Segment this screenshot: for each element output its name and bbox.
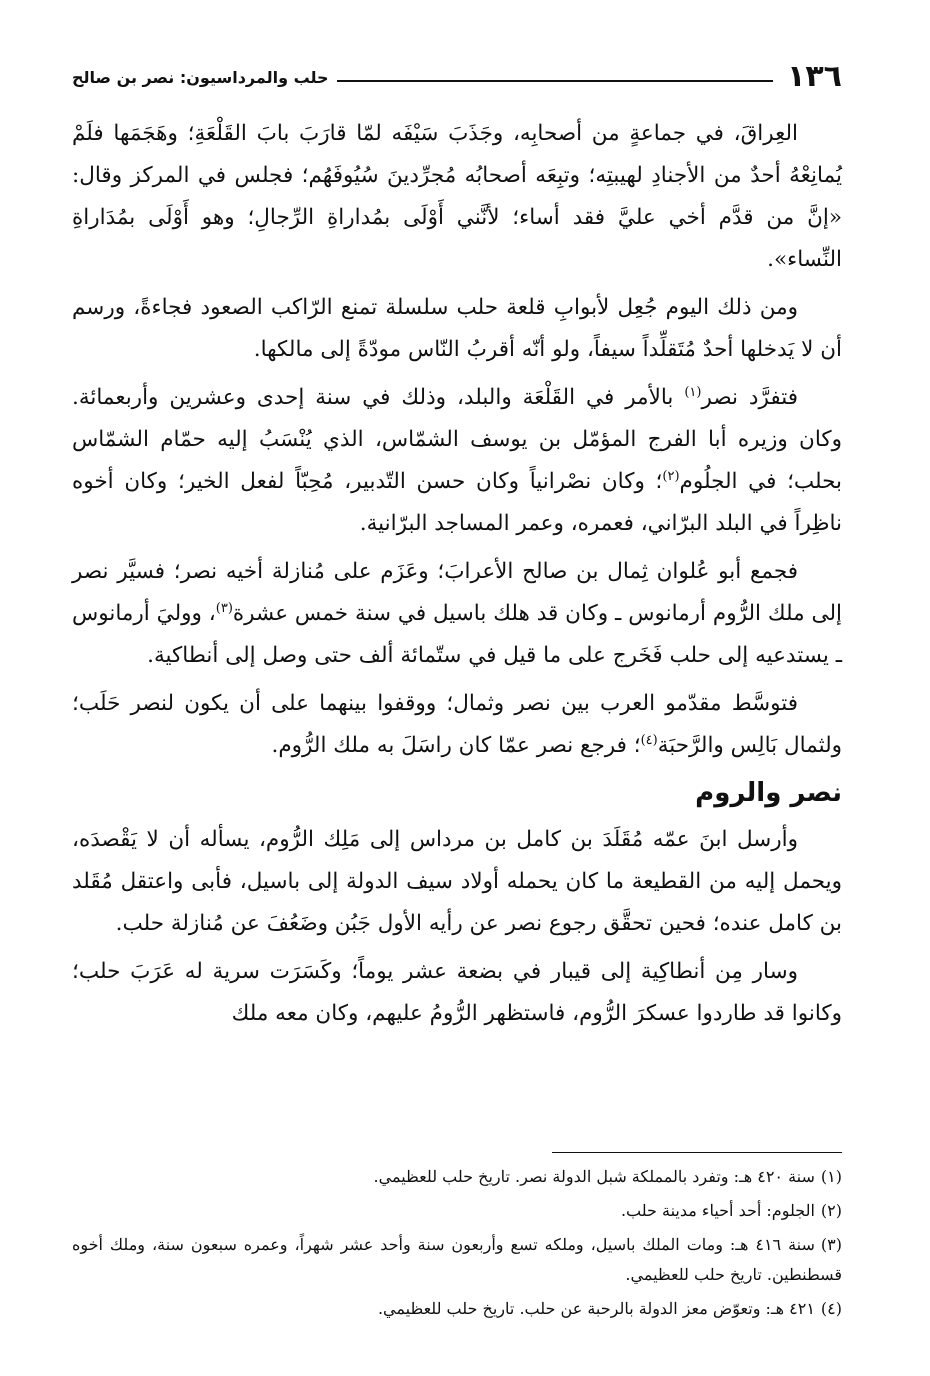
footnote-reference-4[interactable]: (٤) [640, 732, 658, 748]
footnote-number: (١) [820, 1167, 842, 1186]
footnote-1 [72, 1162, 842, 1192]
paragraph-7 [72, 951, 842, 1035]
footnote-text: ٤٢١ هـ: وتعوّض معز الدولة بالرحبة عن حلب. تاريخ حلب للعظيمي. [377, 1299, 815, 1318]
paragraph-text: فتوسَّط مقدّمو العرب بين نصر وثمال؛ ووقفوا بينهما على أن يكون لنصر حَلَب؛ ولثمال بَالِس والرَّحبَة [72, 691, 842, 758]
paragraph-text: ؛ فرجع نصر عمّا كان راسَلَ به ملك الرُّوم. [271, 733, 641, 758]
book-page [72, 55, 842, 1355]
paragraph-6 [72, 819, 842, 945]
paragraph-text: فتفرَّد نصر [701, 385, 798, 410]
paragraph-4 [72, 551, 842, 677]
footnote-2 [72, 1196, 842, 1226]
footnote-divider [552, 1152, 842, 1153]
footnote-reference-1[interactable]: (١) [684, 384, 702, 400]
footnote-4 [72, 1294, 842, 1324]
footnote-reference-2[interactable]: (٢) [662, 468, 680, 484]
paragraph-text: ؛ وكان نصْرانياً وكان حسن التّدبير، مُحِبّاً لفعل الخير؛ وكان أخوه ناظِراً في البلد البرّاني، فعمره، وعمر المساجد البرّانية. [72, 469, 842, 536]
paragraph-text: العِراقَ، في جماعةٍ من أصحابِه، وجَذَبَ سَيْفَه لمّا قارَبَ بابَ القَلْعَةِ؛ وهَجَمَها فلَمْ يُمانِعْهُ أحدٌ من الأجنادِ لهيبتِه؛ وتبِعَه أصحابُه مُجرِّدينَ سُيُوفَهُم؛ فجلس في المركز وقال: «إنَّ من قدَّم أخي عليَّ فقد أساء؛ لأنَّني أَوْلَى بمُداراةِ الرِّجالِ؛ وهو أَوْلَى بمُدَاراةِ النِّساء». [72, 121, 842, 272]
section-heading: نصر والروم [695, 778, 842, 808]
paragraph-3 [72, 377, 842, 545]
footnote-number: (٢) [820, 1201, 842, 1220]
paragraph-text: ، ووليَ أرمانوس ـ يستدعيه إلى حلب فَخَرج على ما قيل في ستّمائة ألف حتى وصل إلى أنطاكية. [72, 601, 842, 668]
paragraph-text: فجمع أبو عُلوان ثِمال بن صالح الأعرابَ؛ وعَزَم على مُنازلة أخيه نصر؛ فسيَّر نصر إلى ملك الرُّوم أرمانوس ـ وكان قد هلك باسيل في سنة خمس عشرة [72, 559, 842, 626]
paragraph-text: ومن ذلك اليوم جُعِل لأبوابِ قلعة حلب سلسلة تمنع الرّاكب الصعود فجاءةً، ورسم أن لا يَدخلها أحدٌ مُتَقلِّداً سيفاً، ولو أنّه أقربُ النّاس مودّةً إلى مالكها. [72, 295, 842, 362]
paragraph-5 [72, 683, 842, 767]
page-header [72, 55, 842, 99]
footnote-reference-3[interactable]: (٣) [215, 600, 233, 616]
paragraph-1 [72, 113, 842, 281]
body-text [72, 113, 842, 1035]
footnote-text: سنة ٤٢٠ هـ: وتفرد بالمملكة شبل الدولة نصر. تاريخ حلب للعظيمي. [373, 1167, 815, 1186]
footnotes [72, 1162, 842, 1328]
header-rule [337, 80, 773, 82]
footnote-text: سنة ٤١٦ هـ: ومات الملك باسيل، وملكه تسع وأربعون سنة وأحد عشر شهراً، وعمره سبعون سنة، وملك أخوه قسطنطين. تاريخ حلب للعظيمي. [72, 1235, 842, 1284]
running-title: حلب والمرداسيون: نصر بن صالح [72, 67, 329, 87]
paragraph-text: بالأمر في القَلْعَة والبلد، وذلك في سنة إحدى وعشرين وأربعمائة. وكان وزيره أبا الفرج المؤمّل بن يوسف الشمّاس، الذي يُنْسَبُ إليه حمّام الشمّاس بحلب؛ في الجلُوم [72, 385, 843, 494]
paragraph-text: وسار مِن أنطاكِية إلى قيبار في بضعة عشر يوماً؛ وكَسَرَت سرية له عَرَبَ حلب؛ وكانوا قد طاردوا عسكرَ الرُّوم، فاستظهر الرُّومُ عليهم، وكان معه ملك [72, 959, 842, 1026]
paragraph-text: وأرسل ابنَ عمّه مُقَلَدَ بن كامل بن مرداس إلى مَلِك الرُّوم، يسأله أن لا يَقْصدَه، ويحمل إليه من القطيعة ما كان يحمله أولاد سيف الدولة إلى باسيل، فأبى واعتقل مُقَلد بن كامل عنده؛ فحين تحقَّق رجوع نصر عن رأيه الأول جَبُن وضَعُفَ عن مُنازلة حلب. [72, 827, 842, 936]
paragraph-2 [72, 287, 842, 371]
footnote-3 [72, 1230, 842, 1290]
footnote-number: (٣) [820, 1235, 842, 1254]
footnote-number: (٤) [820, 1299, 842, 1318]
page-number: ١٣٦ [787, 59, 842, 94]
footnote-text: الجلوم: أحد أحياء مدينة حلب. [620, 1201, 815, 1220]
